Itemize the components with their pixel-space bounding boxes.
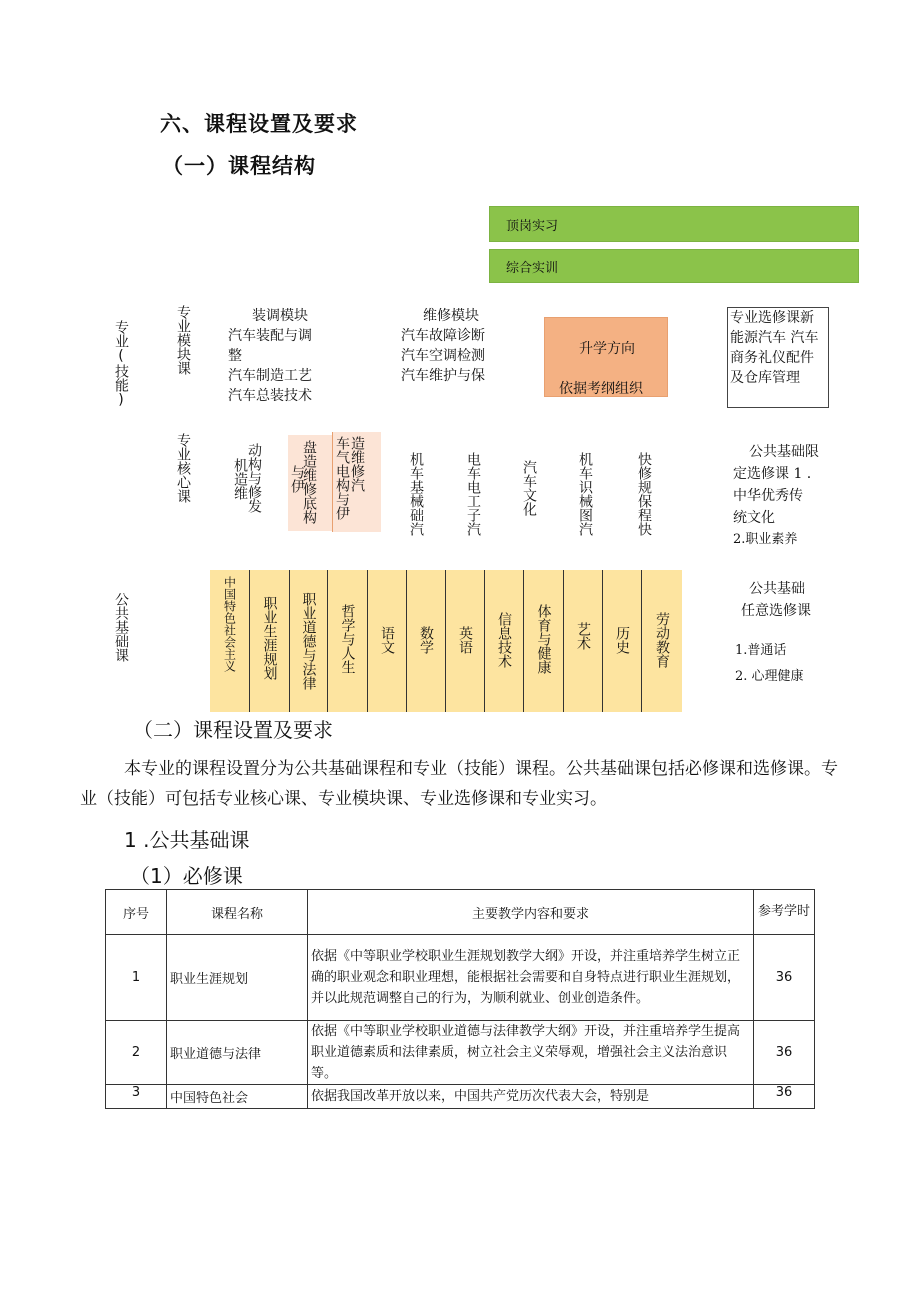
module-course: 汽车制造工艺 (228, 368, 312, 384)
upgrade-note: 依据考纲组织 (559, 381, 643, 397)
text-line: 定选修课 1 . (733, 466, 812, 482)
row-content: 依据《中等职业学校职业生涯规划教学大纲》开设，并注重培养学生树立正确的职业观念和职业理想，能根据社会需要和自身特点进行职业生涯规划，并以此规范调整自己的行为，为顺利就业、创业创造条件。 (308, 935, 754, 1021)
major-elective-box: 专业选修课新能源汽车 汽车商务礼仪配件及仓库管理 (727, 307, 829, 408)
assembly-module-title: 装调模块 (252, 308, 308, 324)
subsection-heading-structure: （一）课程结构 (162, 154, 316, 178)
core-course: 动构与修发 (246, 443, 262, 513)
text-line: 公共基础限 (749, 444, 819, 460)
module-course: 汽车空调检测 (401, 348, 485, 364)
header-content: 主要教学内容和要求 (308, 890, 754, 935)
module-course-label: 专业模块课 (175, 305, 191, 375)
public-optional-elective (727, 578, 811, 688)
core-course: 与伊 (289, 465, 305, 493)
training-box: 综合实训 (489, 249, 859, 283)
upgrade-direction-box (544, 317, 668, 397)
text-line: 2. 心理健康 (735, 669, 804, 684)
row-name: 职业生涯规划 (167, 935, 308, 1021)
public-course: 信息技术 (485, 570, 524, 712)
text-line: 1.普通话 (735, 643, 787, 658)
header-name: 课程名称 (167, 890, 308, 935)
public-course-heading: 1 .公共基础课 (124, 828, 250, 852)
text-line: 统文化 (733, 510, 775, 526)
core-course: 盘造维修底构 (301, 440, 317, 524)
row-hours: 36 (754, 1085, 815, 1109)
table-row (106, 935, 815, 1021)
core-course: 汽车文化 (521, 460, 537, 516)
internship-box: 顶岗实习 (489, 206, 859, 242)
public-course-label: 公共基础课 (113, 592, 129, 662)
text-line: 中华优秀传 (733, 488, 803, 504)
text-line: 2.职业素养 (733, 532, 798, 547)
public-course: 职业生涯规划 (250, 570, 290, 712)
repair-module-title: 维修模块 (423, 308, 479, 324)
core-course-label: 专业核心课 (175, 433, 191, 503)
public-course: 职业道德与法律 (290, 570, 328, 712)
repair-module (401, 306, 511, 386)
module-course: 汽车装配与调 (228, 328, 312, 344)
module-course: 汽车故障诊断 (401, 328, 485, 344)
required-course-heading: （1）必修课 (130, 864, 243, 888)
section-heading: 六、课程设置及要求 (160, 112, 358, 136)
text-line: 任意选修课 (741, 603, 811, 619)
row-content: 依据我国改革开放以来，中国共产党历次代表大会，特别是 (308, 1085, 754, 1109)
required-course-table (105, 889, 815, 1109)
module-course: 汽车总装技术 (228, 388, 312, 404)
public-course: 艺术 (564, 570, 603, 712)
row-no: 3 (106, 1085, 167, 1109)
public-course: 历史 (603, 570, 642, 712)
header-hours: 参考学时 (754, 890, 815, 935)
row-name: 职业道德与法律 (167, 1021, 308, 1085)
public-limited-elective (733, 441, 819, 551)
header-no: 序号 (106, 890, 167, 935)
subsection-heading-requirements: （二）课程设置及要求 (133, 718, 333, 742)
text-line: 公共基础 (749, 581, 805, 597)
public-course: 英语 (446, 570, 485, 712)
core-course: 机造维 (232, 458, 248, 500)
row-hours: 36 (754, 935, 815, 1021)
public-course: 中国特色社会主义 (210, 570, 250, 712)
row-no: 1 (106, 935, 167, 1021)
core-course: 机车识械图汽 (577, 452, 593, 536)
row-name: 中国特色社会 (167, 1085, 308, 1109)
public-course: 劳动教育 (642, 570, 682, 712)
row-hours: 36 (754, 1021, 815, 1085)
core-course: 造维修汽 (349, 436, 365, 492)
intro-paragraph: 本专业的课程设置分为公共基础课程和专业（技能）课程。公共基础课包括必修课和选修课。专业（技能）可包括专业核心课、专业模块课、专业选修课和专业实习。 (80, 759, 838, 809)
table-row (106, 1085, 815, 1109)
table-row (106, 1021, 815, 1085)
row-content: 依据《中等职业学校职业道德与法律教学大纲》开设，并注重培养学生提高职业道德素质和法律素质，树立社会主义荣辱观，增强社会主义法治意识等。 (308, 1021, 754, 1085)
public-course: 语文 (368, 570, 407, 712)
public-course: 体育与健康 (524, 570, 564, 712)
row-no: 2 (106, 1021, 167, 1085)
core-course: 机车基械础汽 (408, 452, 424, 536)
upgrade-title: 升学方向 (579, 341, 635, 357)
public-course: 数学 (407, 570, 446, 712)
core-course: 电车电工子汽 (465, 452, 481, 536)
public-course: 哲学与人生 (328, 570, 368, 712)
assembly-module (228, 306, 338, 406)
core-course: 快修规保程快 (636, 452, 652, 536)
major-label: 专业(技能) (113, 320, 129, 408)
module-course: 汽车维护与保 (401, 368, 485, 384)
module-course: 整 (228, 348, 242, 364)
core-course: 车气电构与伊 (334, 436, 350, 520)
table-header-row (106, 890, 815, 935)
